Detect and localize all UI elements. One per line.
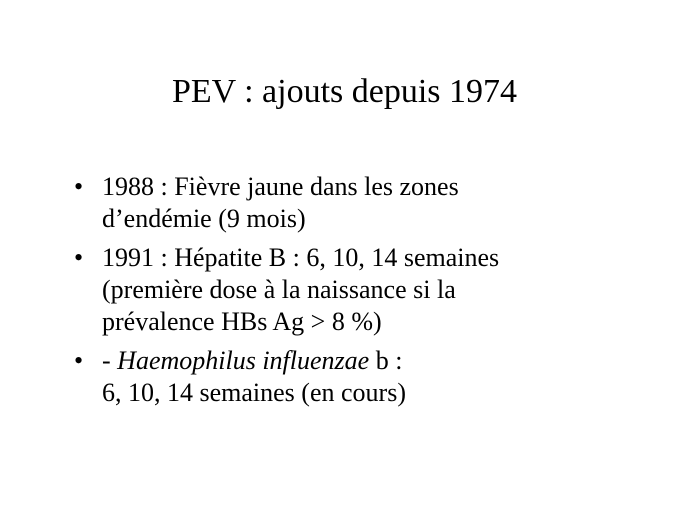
bullet-text-line: [102, 345, 662, 377]
bullet-text-line: 6, 10, 14 semaines (en cours): [102, 378, 406, 407]
bullet-list: [72, 171, 662, 416]
slide-title: PEV : ajouts depuis 1974: [171, 73, 518, 110]
bullet-suffix: b :: [369, 346, 403, 375]
bullet-dot-icon: •: [74, 172, 84, 201]
bullet-item-hepatitis-b: [72, 242, 662, 338]
bullet-text-line: 1991 : Hépatite B : 6, 10, 14 semaines: [102, 243, 500, 272]
organism-name: Haemophilus influenzae: [117, 346, 370, 375]
bullet-dot-icon: •: [74, 346, 84, 375]
bullet-text-line: (première dose à la naissance si la: [102, 275, 456, 304]
bullet-prefix: -: [102, 346, 118, 375]
bullet-text-line: d’endémie (9 mois): [102, 204, 306, 233]
bullet-item-yellow-fever: [72, 171, 662, 235]
bullet-text-line: 1988 : Fièvre jaune dans les zones: [102, 172, 459, 201]
bullet-dot-icon: •: [74, 243, 84, 272]
bullet-item-haemophilus: [72, 345, 662, 409]
bullet-text-line: prévalence HBs Ag > 8 %): [102, 307, 382, 336]
